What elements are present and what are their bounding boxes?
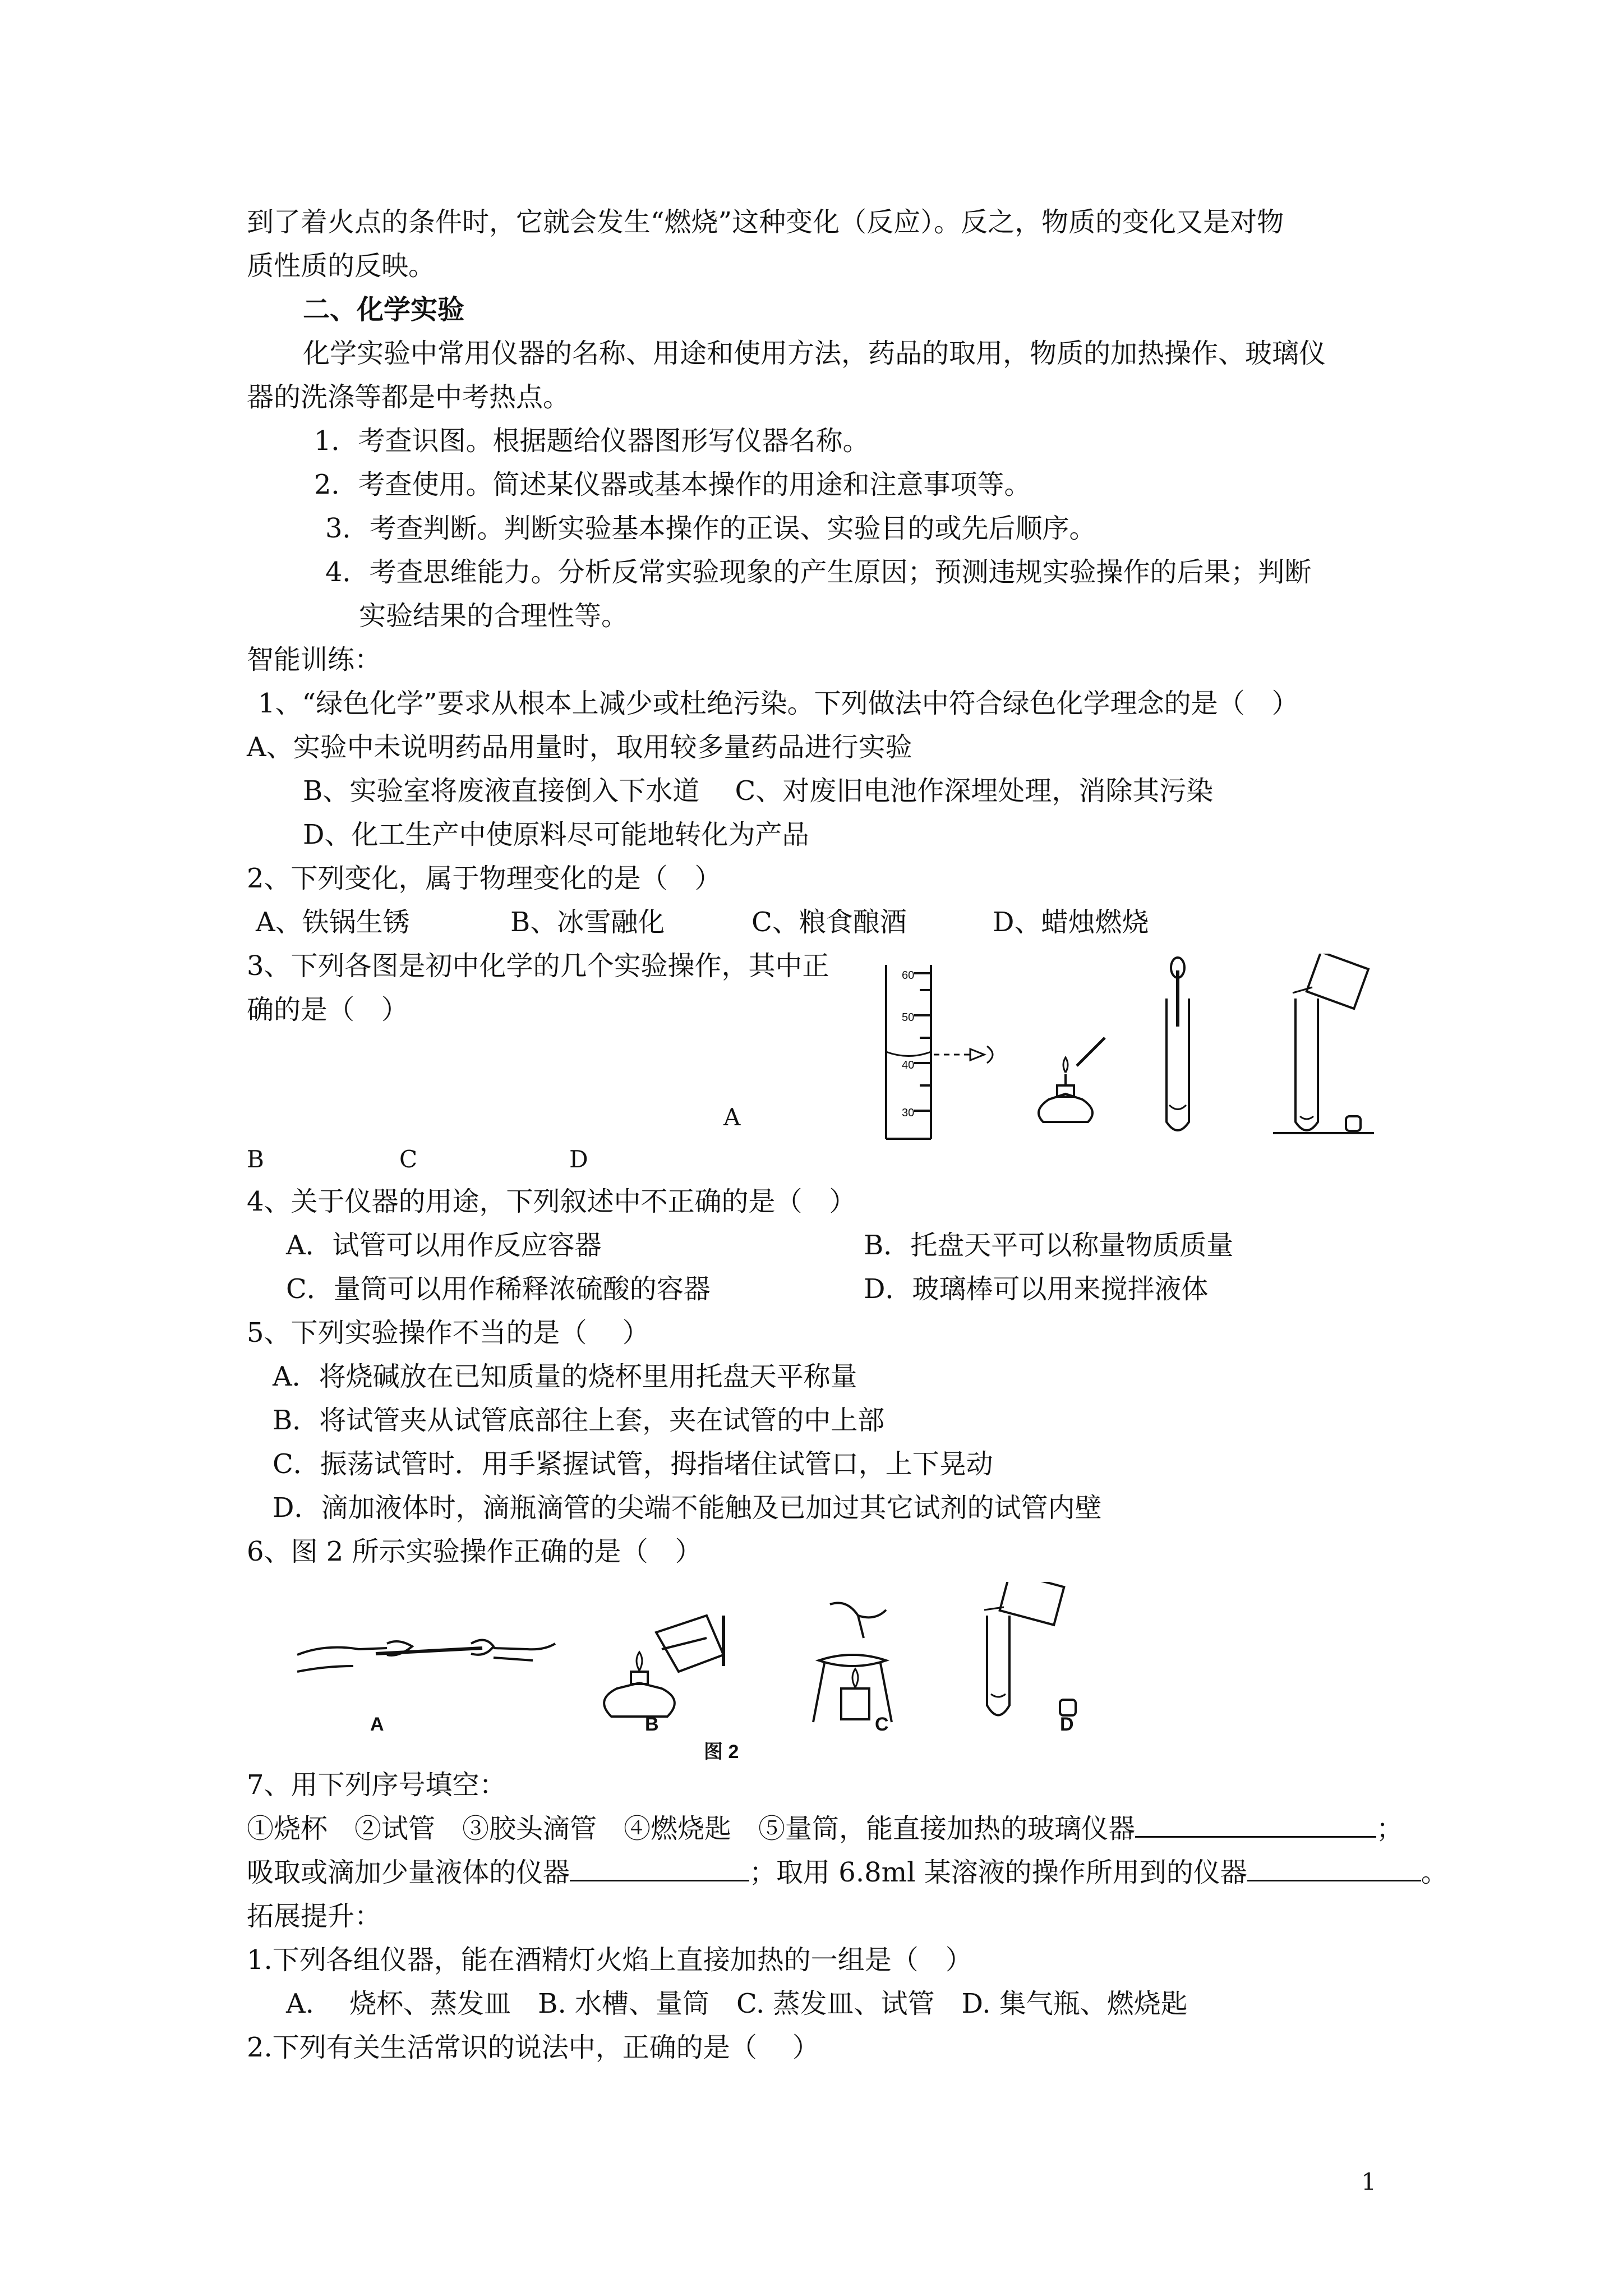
- q3-figure-c-test-tube-dropper: [1166, 958, 1189, 1130]
- q6-stem: 6、图 2 所示实验操作正确的是（ ）: [247, 1536, 702, 1567]
- q6-figure-b-lamp-to-lamp: [604, 1616, 723, 1717]
- section-item-4-cont: 实验结果的合理性等。: [359, 600, 629, 632]
- q3-label-c: C: [399, 1145, 418, 1173]
- section-heading: 二、化学实验: [303, 294, 465, 325]
- q7-line-1-text: ①烧杯 ②试管 ③胶头滴管 ④燃烧匙 ⑤量筒，能直接加热的玻璃仪器: [247, 1813, 1136, 1844]
- q2-option-c: C、粮食酿酒: [751, 907, 907, 938]
- q1-option-bc: B、实验室将废液直接倒入下水道 C、对废旧电池作深埋处理，消除其污染: [303, 775, 1214, 807]
- q4-option-d: D．玻璃棒可以用来搅拌液体: [864, 1273, 1209, 1305]
- q3-cylinder-tick-40: 40: [902, 1059, 915, 1071]
- q1-option-a: A、实验中未说明药品用量时，取用较多量药品进行实验: [247, 731, 912, 763]
- extension-heading: 拓展提升：: [247, 1901, 382, 1932]
- q6-figure-c-tripod-heating: [813, 1603, 892, 1723]
- section-para-line-1: 化学实验中常用仪器的名称、用途和使用方法，药品的取用，物质的加热操作、玻璃仪: [303, 338, 1326, 369]
- q3-cylinder-tick-50: 50: [902, 1011, 915, 1024]
- q7-line-1: [247, 1811, 1403, 1847]
- q5-option-c: C．振荡试管时．用手紧握试管，拇指堵住试管口，上下晃动: [273, 1448, 993, 1480]
- q3-figure-b-alcohol-lamp: [1039, 1038, 1105, 1122]
- training-heading: 智能训练：: [247, 644, 382, 675]
- q4-stem: 4、关于仪器的用途，下列叙述中不正确的是（ ）: [247, 1186, 856, 1217]
- q3-stem-line-2: 确的是（ ）: [247, 994, 409, 1025]
- q2-option-a: A、铁锅生锈: [256, 907, 410, 938]
- q6-label-b: B: [645, 1714, 659, 1735]
- q5-stem: 5、下列实验操作不当的是（ ）: [247, 1317, 649, 1349]
- ext-q1-stem: 1.下列各组仪器，能在酒精灯火焰上直接加热的一组是（ ）: [247, 1944, 972, 1976]
- q6-figure-a-hands-tube: [297, 1640, 555, 1672]
- q3-figures: [880, 954, 1385, 1150]
- q6-caption: 图 2: [704, 1741, 739, 1763]
- q6-label-a: A: [370, 1714, 384, 1735]
- q7-blank-3[interactable]: [1247, 1855, 1421, 1881]
- intro-line-2: 质性质的反映。: [247, 250, 436, 282]
- q1-option-d: D、化工生产中使原料尽可能地转化为产品: [303, 819, 809, 850]
- ext-q2-stem: 2.下列有关生活常识的说法中，正确的是（ ）: [247, 2032, 820, 2063]
- q4-option-a: A．试管可以用作反应容器: [286, 1230, 602, 1261]
- q5-option-d: D．滴加液体时，滴瓶滴管的尖端不能触及已加过其它试剂的试管内壁: [273, 1492, 1102, 1524]
- q2-option-b: B、冰雪融化: [510, 907, 665, 938]
- section-item-4: 4．考查思维能力。分析反常实验现象的产生原因；预测违规实验操作的后果；判断: [325, 556, 1312, 588]
- q3-figure-d-pouring-liquid: [1273, 954, 1374, 1133]
- q7-stem: 7、用下列序号填空：: [247, 1769, 506, 1801]
- section-para-line-2: 器的洗涤等都是中考热点。: [247, 381, 570, 413]
- q3-cylinder-tick-30: 30: [902, 1107, 915, 1119]
- q3-label-b: B: [247, 1145, 264, 1173]
- q7-line-2b-text: ；取用 6.8ml 某溶液的操作所用到的仪器: [749, 1857, 1247, 1888]
- q4-option-c: C．量筒可以用作稀释浓硫酸的容器: [286, 1273, 711, 1305]
- q7-line-2-end: 。: [1421, 1857, 1448, 1888]
- q3-cylinder-tick-60: 60: [902, 969, 915, 982]
- intro-line-1: 到了着火点的条件时，它就会发生“燃烧”这种变化（反应）。反之，物质的变化又是对物: [247, 206, 1284, 238]
- q6-label-c: C: [875, 1714, 889, 1735]
- q6-figure-d-pouring: [984, 1582, 1076, 1715]
- q1-stem: 1、“绿色化学”要求从根本上减少或杜绝污染。下列做法中符合绿色化学理念的是（ ）: [258, 688, 1299, 719]
- q2-stem: 2、下列变化，属于物理变化的是（ ）: [247, 863, 722, 894]
- q7-blank-1[interactable]: [1135, 1811, 1376, 1838]
- section-item-1: 1．考查识图。根据题给仪器图形写仪器名称。: [314, 425, 870, 457]
- page-number: 1: [1361, 2168, 1376, 2196]
- q3-label-a: A: [723, 1103, 741, 1131]
- q7-blank-2[interactable]: [570, 1855, 749, 1881]
- q7-line-2: [247, 1855, 1448, 1890]
- q3-label-d: D: [569, 1145, 588, 1173]
- section-item-3: 3．考查判断。判断实验基本操作的正误、实验目的或先后顺序。: [325, 513, 1096, 544]
- ext-q1-options: A. 烧杯、蒸发皿 B. 水槽、量筒 C. 蒸发皿、试管 D. 集气瓶、燃烧匙: [286, 1988, 1188, 2019]
- q7-line-2a-text: 吸取或滴加少量液体的仪器: [247, 1857, 570, 1888]
- q2-option-d: D、蜡烛燃烧: [993, 907, 1149, 938]
- section-item-2: 2．考查使用。简述某仪器或基本操作的用途和注意事项等。: [314, 469, 1031, 500]
- q4-option-b: B．托盘天平可以称量物质质量: [864, 1230, 1234, 1261]
- q6-figures: [292, 1582, 1133, 1733]
- q7-line-1-end: ；: [1376, 1813, 1404, 1844]
- q6-label-d: D: [1060, 1714, 1074, 1735]
- q5-option-b: B．将试管夹从试管底部往上套，夹在试管的中上部: [273, 1405, 885, 1436]
- q3-stem-line-1: 3、下列各图是初中化学的几个实验操作，其中正: [247, 950, 829, 982]
- q5-option-a: A．将烧碱放在已知质量的烧杯里用托盘天平称量: [273, 1361, 857, 1392]
